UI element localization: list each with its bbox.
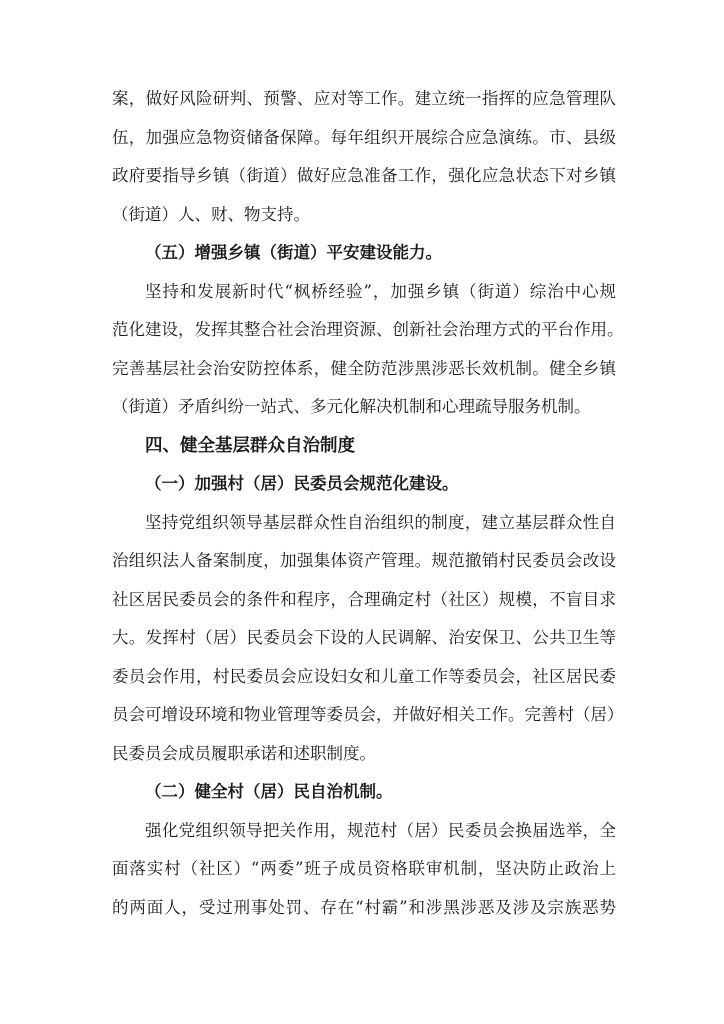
- body-text-line: 的两面人，受过刑事处罚、存在“村霸”和涉黑涉恶及涉及宗族恶势: [112, 897, 616, 917]
- body-text-line: 治组织法人备案制度，加强集体资产管理。规范撤销村民委员会改设: [112, 551, 616, 570]
- subsection-heading: （二）健全村（居）民自治机制。: [145, 782, 393, 801]
- body-text-line: 政府要指导乡镇（街道）做好应急准备工作，强化应急状态下对乡镇: [112, 166, 616, 185]
- body-text-line: 坚持和发展新时代“枫桥经验”，加强乡镇（街道）综治中心规: [145, 281, 616, 301]
- section-heading: 四、健全基层群众自治制度: [145, 435, 355, 456]
- body-text-line: 完善基层社会治安防控体系，健全防范涉黑涉恶长效机制。健全乡镇: [112, 358, 616, 378]
- body-text-line: 范化建设，发挥其整合社会治理资源、创新社会治理方式的平台作用。: [112, 320, 624, 339]
- body-text-line: 员会可增设环境和物业管理等委员会，并做好相关工作。完善村（居）: [112, 705, 624, 724]
- body-text-line: 伍，加强应急物资储备保障。每年组织开展综合应急演练。市、县级: [112, 127, 616, 147]
- body-text-line: 社区居民委员会的条件和程序，合理确定村（社区）规模，不盲目求: [112, 589, 616, 609]
- body-text-line: （街道）人、财、物支持。: [112, 204, 310, 224]
- body-text-line: 强化党组织领导把关作用，规范村（居）民委员会换届选举，全: [145, 820, 616, 840]
- subsection-heading: （五）增强乡镇（街道）平安建设能力。: [145, 243, 442, 262]
- body-text-line: 坚持党组织领导基层群众性自治组织的制度，建立基层群众性自: [145, 512, 616, 532]
- body-text-line: 委员会作用，村民委员会应设妇女和儿童工作等委员会，社区居民委: [112, 666, 616, 686]
- body-text-line: 面落实村（社区）“两委”班子成员资格联审机制，坚决防止政治上: [112, 859, 616, 878]
- subsection-heading: （一）加强村（居）民委员会规范化建设。: [145, 474, 459, 493]
- body-text-line: 民委员会成员履职承诺和述职制度。: [112, 743, 376, 763]
- body-text-line: 大。发挥村（居）民委员会下设的人民调解、治安保卫、公共卫生等: [112, 628, 616, 647]
- body-text-line: （街道）矛盾纠纷一站式、多元化解决机制和心理疏导服务机制。: [112, 397, 591, 416]
- body-text-line: 案，做好风险研判、预警、应对等工作。建立统一指挥的应急管理队: [112, 89, 616, 108]
